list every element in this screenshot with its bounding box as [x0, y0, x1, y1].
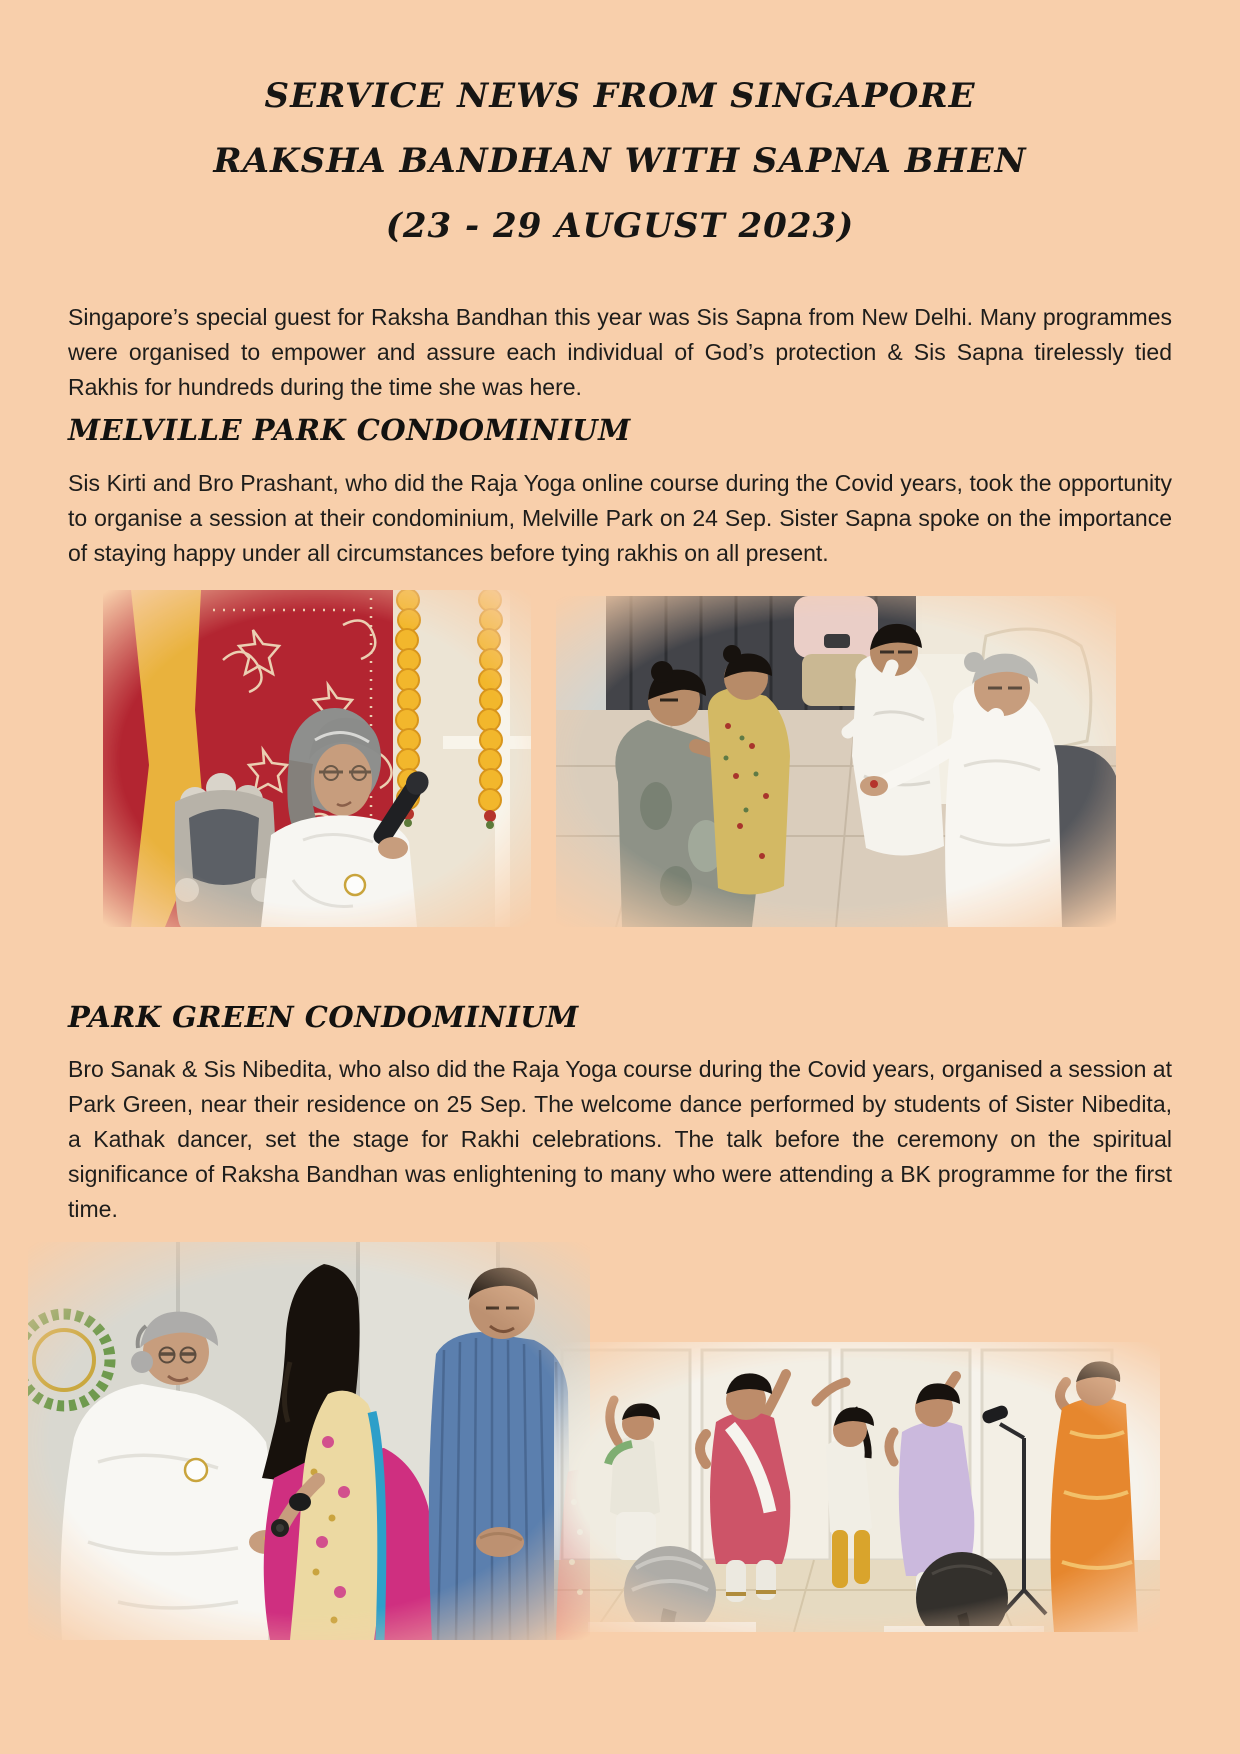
photo-melville-speaker	[103, 590, 531, 927]
melville-park-paragraph: Sis Kirti and Bro Prashant, who did the Raja Yoga online course during the Covid years, took the opportunity to organise a session at their condominium, Melville Park on 24 Sep. Sister Sapna spoke on the importance of staying happy under all circumstances before tying rakhis on all present.	[68, 470, 1172, 566]
chair	[175, 773, 276, 927]
photo-parkgreen-dance	[554, 1342, 1160, 1632]
photo-parkgreen-rakhi	[28, 1242, 590, 1640]
park-green-heading: PARK GREEN CONDOMINIUM	[68, 1000, 579, 1034]
park-green-paragraph: Bro Sanak & Sis Nibedita, who also did the Raja Yoga course during the Covid years, organised a session at Park Green, near their residence on 25 Sep. The welcome dance performed by students of Sister Nibedita, a Kathak dancer, set the stage for Rakhi celebrations. The talk before the ceremony on the spiritual significance of Raksha Bandhan was enlightening to many who were attending a BK programme for the first time.	[68, 1056, 1172, 1222]
page-title-line2: RAKSHA BANDHAN WITH SAPNA BHEN	[213, 141, 1027, 181]
melville-park-heading: MELVILLE PARK CONDOMINIUM	[68, 413, 631, 447]
intro-paragraph: Singapore’s special guest for Raksha Bandhan this year was Sis Sapna from New Delhi. Many programmes were organised to empower and assure each individual of God’s protection & Sis Sapna tirelessly tied Rakhis for hundreds during the time she was here.	[68, 304, 1172, 400]
rakhi	[870, 780, 878, 788]
page-title-line1: SERVICE NEWS FROM SINGAPORE	[264, 76, 976, 116]
page-title-line3: (23 - 29 AUGUST 2023)	[385, 206, 855, 246]
photo-melville-rakhi-tying	[556, 596, 1116, 927]
